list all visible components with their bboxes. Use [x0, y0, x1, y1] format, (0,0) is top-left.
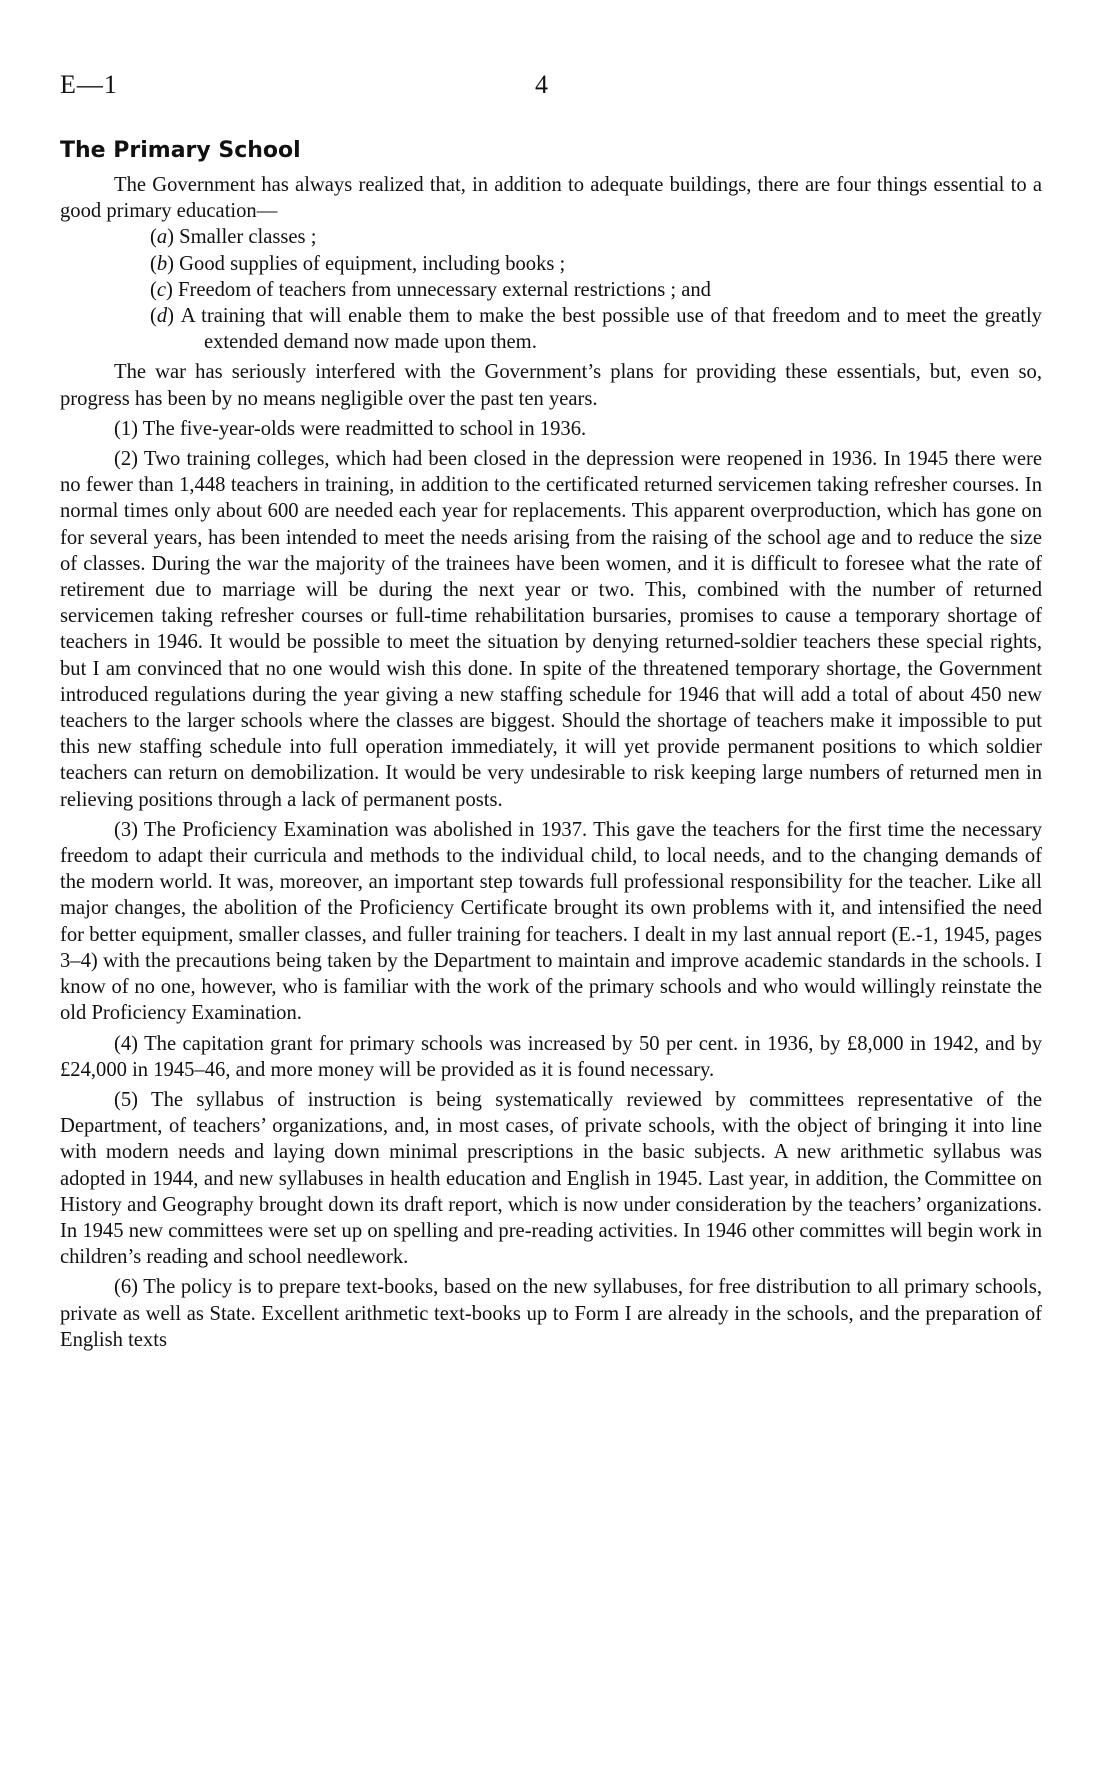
document-reference: E—1 — [60, 70, 118, 99]
list-item: (c) Freedom of teachers from unnecessary external restrictions ; and — [150, 278, 711, 301]
essentials-list — [60, 224, 1042, 355]
body-text — [60, 172, 1042, 1357]
list-item-text: Good supplies of equipment, including books ; — [179, 252, 566, 275]
page-header — [60, 70, 1054, 110]
list-item-text: A training that will enable them to make the best possible use of that freedom and to meet the greatly extended demand now made upon them. — [180, 305, 1042, 354]
list-marker: a — [156, 226, 168, 249]
list-item-text: Freedom of teachers from unnecessary external restrictions ; and — [178, 278, 711, 301]
list-item: (b) Good supplies of equipment, including books ; — [150, 252, 566, 275]
list-marker: b — [156, 252, 168, 275]
paragraph-2-training-colleges: (2) Two training colleges, which had been closed in the depression were reopened in 1936. In 1945 there were no fewer than 1,448 teachers in training, in addition to the certificated returned servicemen taking refresher courses. In normal times only about 600 are needed each year for replacements. This apparent overproduction, which has gone on for several years, has been intended to meet the needs arising from the raising of the school age and to reduce the size of classes. During the war the majority of the trainees have been women, and it is difficult to foresee what the rate of retirement due to marriage will be during the next year or two. This, combined with the number of returned servicemen taking refresher courses or full-time rehabilitation bursaries, promises to cause a temporary shortage of teachers in 1946. It would be possible to meet the situation by denying returned-soldier teachers these special rights, but I am convinced that no one would wish this done. In spite of the threatened temporary shortage, the Government introduced regulations during the year giving a new staffing schedule for 1946 that will add a total of about 450 new teachers to the larger schools where the classes are biggest. Should the shortage of teachers make it impossible to put this new staffing schedule into full operation immediately, it will yet provide permanent positions to which soldier teachers can return on demobilization. It would be very undesirable to risk keeping large numbers of returned men in relieving positions through a lack of permanent posts. — [60, 448, 1042, 811]
list-marker: c — [156, 278, 166, 301]
paragraph-5-syllabus: (5) The syllabus of instruction is being systematically reviewed by committees representative of the Department, of teachers’ organizations, and, in most cases, of private schools, with the object of bringing it into line with modern needs and laying down minimal prescriptions in the basic subjects. A new arithmetic syllabus was adopted in 1944, and new syllabuses in health education and English in 1945. Last year, in addition, the Committee on History and Geography brought down its draft report, which is now under consideration by the teachers’ organizations. In 1945 new committees were set up on spelling and pre-reading activities. In 1946 other committes will begin work in children’s reading and school needlework. — [60, 1088, 1042, 1269]
page-number: 4 — [535, 70, 548, 99]
list-item: (d) A training that will enable them to make the best possible use of that freedom and to meet the greatly extended demand now made upon them. — [150, 305, 1042, 354]
paragraph-4-capitation-grant: (4) The capitation grant for primary schools was increased by 50 per cent. in 1936, by £8,000 in 1942, and by £24,000 in 1945–46, and more money will be provided as it is found necessary. — [60, 1032, 1042, 1081]
paragraph-war-essentials: The war has seriously interfered with the Government’s plans for providing these essentials, but, even so, progress has been by no means negligible over the past ten years. — [60, 361, 1042, 410]
list-marker: d — [156, 305, 168, 328]
intro-paragraph: The Government has always realized that, in addition to adequate buildings, there are four things essential to a good primary education— — [60, 174, 1042, 223]
paragraph-1-five-year-olds: (1) The five-year-olds were readmitted to school in 1936. — [114, 417, 587, 440]
paragraph-6-text-books: (6) The policy is to prepare text-books, based on the new syllabuses, for free distribution to all primary schools, private as well as State. Excellent arithmetic text-books up to Form I are already in the schools, and the preparation of English texts — [60, 1276, 1042, 1351]
list-item: (a) Smaller classes ; — [150, 226, 317, 249]
section-title: The Primary School — [60, 138, 301, 163]
paragraph-3-proficiency-exam: (3) The Proficiency Examination was abolished in 1937. This gave the teachers for the first time the necessary freedom to adapt their curricula and methods to the individual child, to local needs, and to the changing demands of the modern world. It was, moreover, an important step towards full professional responsibility for the teacher. Like all major changes, the abolition of the Proficiency Certificate brought its own problems with it, and intensified the need for better equipment, smaller classes, and fuller training for teachers. I dealt in my last annual report (E.-1, 1945, pages 3–4) with the precautions being taken by the Department to maintain and improve academic standards in the schools. I know of no one, however, who is familiar with the work of the primary schools and who would willingly reinstate the old Proficiency Examination. — [60, 818, 1042, 1025]
list-item-text: Smaller classes ; — [179, 226, 317, 249]
